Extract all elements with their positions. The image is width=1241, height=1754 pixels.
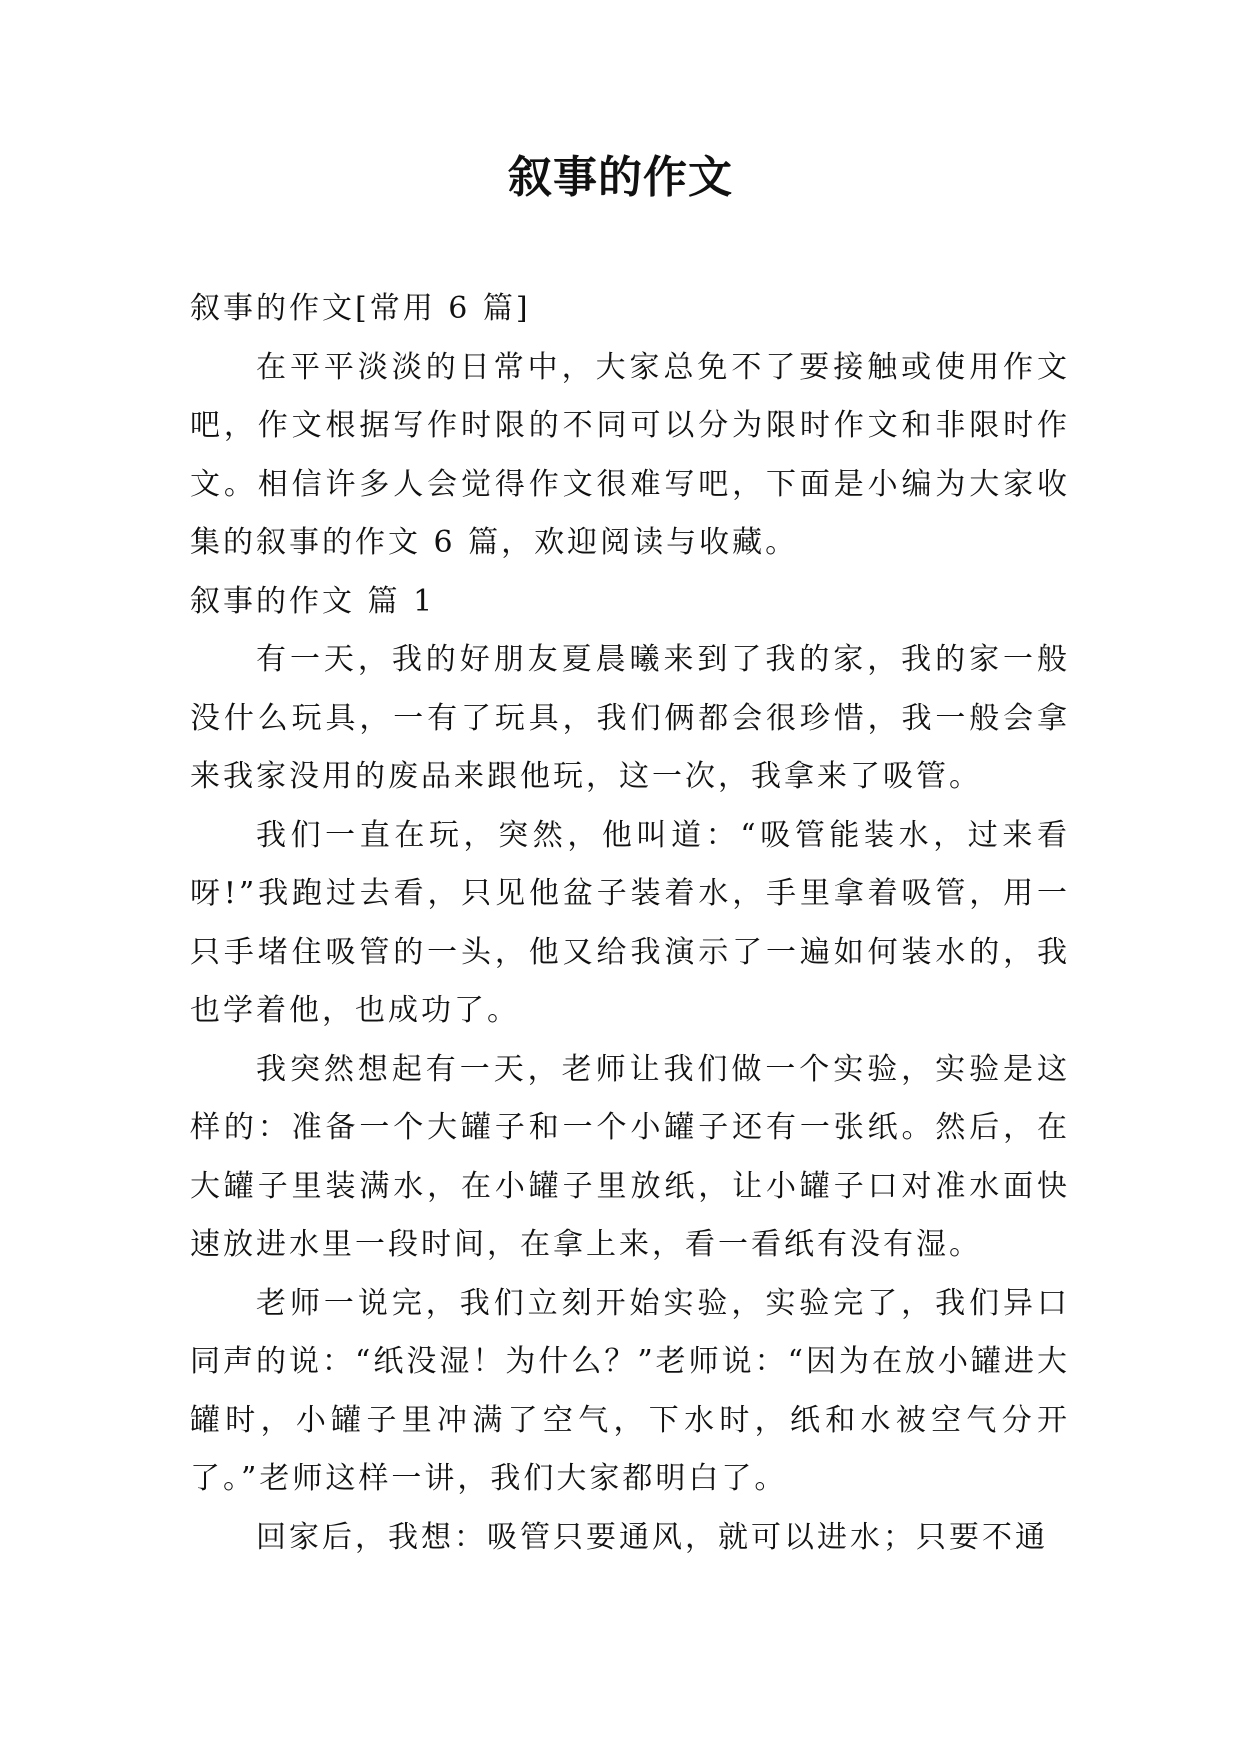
document-body	[190, 280, 1070, 1567]
intro-paragraph: 在平平淡淡的日常中，大家总免不了要接触或使用作文吧，作文根据写作时限的不同可以分为限时作文和非限时作文。相信许多人会觉得作文很难写吧，下面是小编为大家收集的叙事的作文 6 篇，欢迎阅读与收藏。	[190, 349, 1070, 560]
document-subtitle: 叙事的作文[常用 6 篇]	[190, 291, 531, 326]
section-heading: 叙事的作文 篇 1	[190, 583, 436, 619]
body-paragraph: 我突然想起有一天，老师让我们做一个实验，实验是这样的：准备一个大罐子和一个小罐子还有一张纸。然后，在大罐子里装满水，在小罐子里放纸，让小罐子口对准水面快速放进水里一段时间，在拿上来，看一看纸有没有湿。	[190, 1051, 1070, 1262]
body-paragraph: 我们一直在玩，突然，他叫道：“吸管能装水，过来看呀!”我跑过去看，只见他盆子装着水，手里拿着吸管，用一只手堵住吸管的一头，他又给我演示了一遍如何装水的，我也学着他，也成功了。	[190, 817, 1070, 1028]
body-paragraph: 老师一说完，我们立刻开始实验，实验完了，我们异口同声的说：“纸没湿！为什么？”老师说：“因为在放小罐进大罐时，小罐子里冲满了空气，下水时，纸和水被空气分开了。”老师这样一讲，我们大家都明白了。	[190, 1285, 1071, 1496]
page-title: 叙事的作文	[508, 152, 733, 203]
body-paragraph: 回家后，我想：吸管只要通风，就可以进水；只要不通	[256, 1519, 1048, 1555]
body-paragraph: 有一天，我的好朋友夏晨曦来到了我的家，我的家一般没什么玩具，一有了玩具，我们俩都会很珍惜，我一般会拿来我家没用的废品来跟他玩，这一次，我拿来了吸管。	[190, 642, 1070, 794]
